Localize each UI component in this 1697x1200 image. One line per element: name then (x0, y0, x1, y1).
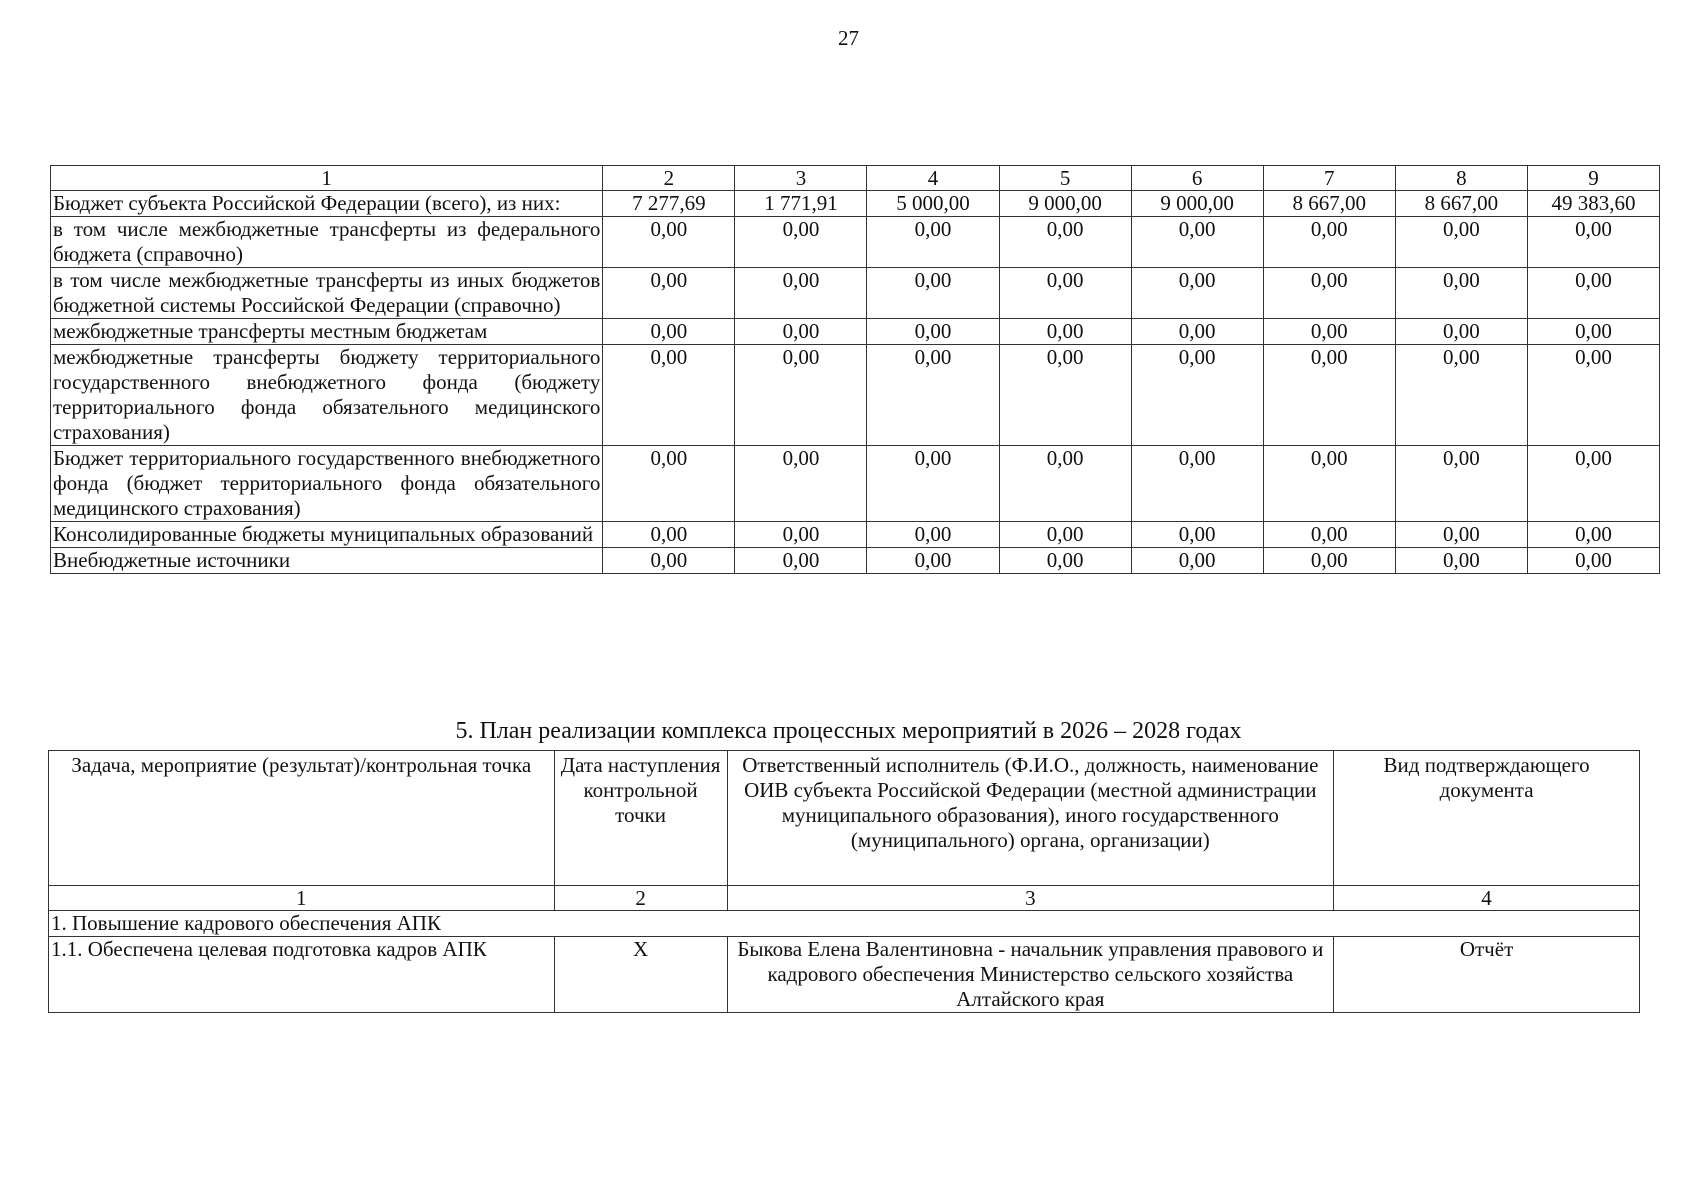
budget-row (51, 268, 1660, 319)
budget-value-cell: 0,00 (735, 345, 867, 446)
budget-row-label: межбюджетные трансферты местным бюджетам (51, 319, 603, 345)
budget-value-cell: 0,00 (867, 345, 999, 446)
header-executor: Ответственный исполнитель (Ф.И.О., должность, наименование ОИВ субъекта Российской Федерации (местной администрации муниципального образования), иного государственного (муниципального) органа, организации) (727, 751, 1334, 886)
budget-value-cell: 0,00 (603, 548, 735, 574)
budget-value-cell: 0,00 (999, 548, 1131, 574)
item-date: X (554, 937, 727, 1013)
header-task: Задача, мероприятие (результат)/контрольная точка (49, 751, 555, 886)
item-document: Отчёт (1334, 937, 1640, 1013)
budget-value-cell: 0,00 (867, 268, 999, 319)
budget-value-cell: 0,00 (999, 319, 1131, 345)
budget-value-cell: 0,00 (867, 446, 999, 522)
task-row (49, 911, 1640, 937)
budget-value-cell: 0,00 (1263, 522, 1395, 548)
budget-value-cell: 0,00 (999, 268, 1131, 319)
budget-value-cell: 9 000,00 (999, 191, 1131, 217)
column-number: 1 (51, 166, 603, 191)
budget-value-cell: 0,00 (735, 548, 867, 574)
budget-value-cell: 49 383,60 (1527, 191, 1659, 217)
column-number: 3 (727, 886, 1334, 911)
budget-value-cell: 0,00 (1263, 319, 1395, 345)
budget-value-cell: 0,00 (1395, 522, 1527, 548)
budget-value-cell: 0,00 (1527, 345, 1659, 446)
budget-value-cell: 0,00 (1263, 345, 1395, 446)
budget-value-cell: 0,00 (603, 319, 735, 345)
budget-value-cell: 0,00 (1131, 522, 1263, 548)
budget-value-cell: 5 000,00 (867, 191, 999, 217)
budget-value-cell: 0,00 (735, 217, 867, 268)
budget-value-cell: 0,00 (999, 217, 1131, 268)
header-date: Дата наступления контрольной точки (554, 751, 727, 886)
budget-row (51, 319, 1660, 345)
budget-value-cell: 0,00 (1131, 548, 1263, 574)
budget-row-label: Консолидированные бюджеты муниципальных образований (51, 522, 603, 548)
budget-value-cell: 0,00 (1263, 548, 1395, 574)
budget-value-cell: 0,00 (1263, 446, 1395, 522)
budget-value-cell: 9 000,00 (1131, 191, 1263, 217)
budget-value-cell: 0,00 (1395, 319, 1527, 345)
column-number: 4 (867, 166, 999, 191)
column-number: 3 (735, 166, 867, 191)
budget-row (51, 345, 1660, 446)
budget-value-cell: 1 771,91 (735, 191, 867, 217)
budget-row-label: Бюджет территориального государственного внебюджетного фонда (бюджет территориального фонда обязательного медицинского страхования) (51, 446, 603, 522)
budget-row (51, 217, 1660, 268)
budget-row (51, 446, 1660, 522)
column-number: 5 (999, 166, 1131, 191)
budget-value-cell: 0,00 (603, 217, 735, 268)
budget-value-cell: 0,00 (867, 522, 999, 548)
budget-row (51, 191, 1660, 217)
budget-value-cell: 8 667,00 (1263, 191, 1395, 217)
budget-column-number-row (51, 166, 1660, 191)
header-document: Вид подтверждающего документа (1334, 751, 1640, 886)
budget-value-cell: 0,00 (1527, 217, 1659, 268)
column-number: 6 (1131, 166, 1263, 191)
task-title: 1. Повышение кадрового обеспечения АПК (49, 911, 1640, 937)
plan-table (48, 750, 1640, 1013)
budget-row-label: межбюджетные трансферты бюджету территориального государственного внебюджетного фонда (бюджету территориального фонда обязательного медицинского страхования) (51, 345, 603, 446)
budget-value-cell: 0,00 (867, 319, 999, 345)
budget-value-cell: 0,00 (1131, 217, 1263, 268)
budget-value-cell: 0,00 (735, 522, 867, 548)
budget-value-cell: 0,00 (1527, 446, 1659, 522)
column-number: 9 (1527, 166, 1659, 191)
budget-value-cell: 0,00 (1131, 446, 1263, 522)
section-title: 5. План реализации комплекса процессных мероприятий в 2026 – 2028 годах (455, 718, 1242, 744)
budget-value-cell: 0,00 (1131, 268, 1263, 319)
budget-value-cell: 0,00 (1395, 548, 1527, 574)
budget-value-cell: 0,00 (1527, 548, 1659, 574)
budget-value-cell: 0,00 (735, 446, 867, 522)
budget-value-cell: 0,00 (1395, 217, 1527, 268)
column-number: 1 (49, 886, 555, 911)
column-number: 4 (1334, 886, 1640, 911)
budget-value-cell: 0,00 (867, 217, 999, 268)
budget-row-label: в том числе межбюджетные трансферты из иных бюджетов бюджетной системы Российской Федерации (справочно) (51, 268, 603, 319)
budget-value-cell: 0,00 (603, 268, 735, 319)
column-number: 8 (1395, 166, 1527, 191)
budget-row (51, 548, 1660, 574)
budget-value-cell: 0,00 (1527, 268, 1659, 319)
budget-value-cell: 8 667,00 (1395, 191, 1527, 217)
budget-value-cell: 7 277,69 (603, 191, 735, 217)
column-number: 7 (1263, 166, 1395, 191)
page-number: 27 (838, 26, 859, 50)
budget-value-cell: 0,00 (735, 319, 867, 345)
budget-value-cell: 0,00 (1263, 268, 1395, 319)
budget-table (50, 165, 1660, 574)
budget-value-cell: 0,00 (1527, 319, 1659, 345)
budget-value-cell: 0,00 (1263, 217, 1395, 268)
budget-value-cell: 0,00 (1131, 319, 1263, 345)
budget-value-cell: 0,00 (1527, 522, 1659, 548)
budget-value-cell: 0,00 (1395, 345, 1527, 446)
item-executor: Быкова Елена Валентиновна - начальник управления правового и кадрового обеспечения Министерство сельского хозяйства Алтайского края (727, 937, 1334, 1013)
budget-row (51, 522, 1660, 548)
budget-row-label: Бюджет субъекта Российской Федерации (всего), из них: (51, 191, 603, 217)
plan-header-row (49, 751, 1640, 886)
budget-value-cell: 0,00 (1395, 446, 1527, 522)
column-number: 2 (554, 886, 727, 911)
budget-value-cell: 0,00 (999, 522, 1131, 548)
budget-value-cell: 0,00 (1131, 345, 1263, 446)
budget-value-cell: 0,00 (999, 345, 1131, 446)
budget-value-cell: 0,00 (1395, 268, 1527, 319)
plan-item-row (49, 937, 1640, 1013)
budget-value-cell: 0,00 (735, 268, 867, 319)
budget-value-cell: 0,00 (603, 522, 735, 548)
plan-column-number-row (49, 886, 1640, 911)
budget-value-cell: 0,00 (867, 548, 999, 574)
column-number: 2 (603, 166, 735, 191)
budget-value-cell: 0,00 (603, 446, 735, 522)
budget-value-cell: 0,00 (999, 446, 1131, 522)
budget-value-cell: 0,00 (603, 345, 735, 446)
item-task: 1.1. Обеспечена целевая подготовка кадров АПК (49, 937, 555, 1013)
budget-row-label: Внебюджетные источники (51, 548, 603, 574)
budget-row-label: в том числе межбюджетные трансферты из федерального бюджета (справочно) (51, 217, 603, 268)
